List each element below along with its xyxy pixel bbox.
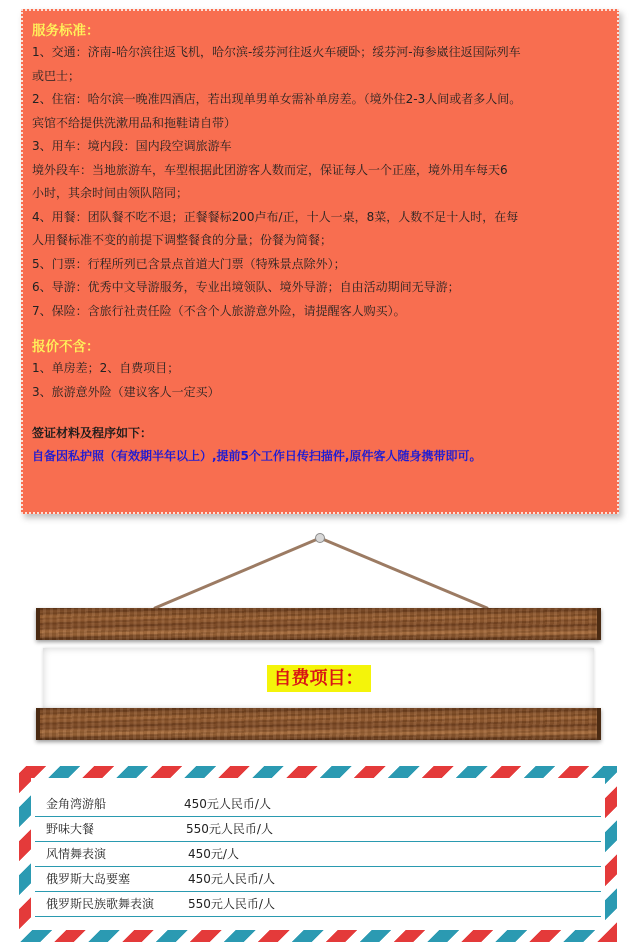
price-row [35,892,601,917]
spacer [32,323,608,337]
price-card [19,766,617,942]
service-line: 小时，其余时间由领队陪同； [32,186,189,200]
price-row [35,842,601,867]
item-name: 金角湾游船 [46,797,107,811]
service-line: 境外段车：当地旅游车，车型根据此团游客人数而定，保证每人一个正座，境外用车每天6 [32,162,508,177]
spacer [32,404,608,422]
exclusion-line: 1、单房差；2、自费项目； [32,361,180,375]
visa-body: 自备因私护照（有效期半年以上）,提前5个工作日传扫描件,原件客人随身携带即可。 [32,449,482,463]
service-panel [21,9,619,514]
service-line: 3、用车：境内段：国内段空调旅游车 [32,139,232,153]
item-price: 450元人民币/人 [188,872,275,886]
scroll-bottom-rod [36,708,601,740]
price-row [35,817,601,842]
item-price: 550元人民币/人 [188,897,275,911]
hanging-string [0,524,634,614]
service-line: 或巴士； [32,68,81,83]
price-row [35,867,601,892]
rod-end [36,708,40,740]
price-row [35,792,601,817]
service-line: 7、保险：含旅行社责任险（不含个人旅游意外险，请提醒客人购买）。 [32,303,406,318]
scroll-top-rod [36,608,601,640]
service-line: 1、交通：济南-哈尔滨往返飞机，哈尔滨-绥芬河往返火车硬卧；绥芬河-海参崴往返国际列车 [32,45,521,59]
service-line: 2、住宿：哈尔滨一晚准四酒店，若出现单男单女需补单房差。（境外住2-3人间或者多人间。 [32,92,522,106]
item-name: 俄罗斯民族歌舞表演 [46,897,155,911]
rod-end [36,608,40,640]
service-line: 4、用餐：团队餐不吃不退；正餐餐标200卢布/正，十人一桌，8菜，人数不足十人时，在每 [32,209,519,224]
service-line: 宾馆不给提供洗漱用品和拖鞋请自带） [32,115,237,130]
item-name: 风情舞表演 [46,847,107,861]
optional-items-banner: 自费项目： [267,665,371,692]
rod-end [597,608,601,640]
nail-icon [316,534,325,543]
service-standard-title: 服务标准： [32,23,100,39]
rod-end [597,708,601,740]
visa-title: 签证材料及程序如下： [32,426,153,440]
service-line: 人用餐标准不变的前提下调整餐食的分量；份餐为简餐； [32,233,333,247]
price-list [31,778,605,930]
service-line: 5、门票：行程所列已含景点首道大门票（特殊景点除外）； [32,256,346,271]
exclusions-title: 报价不含： [32,339,100,355]
service-line: 6、导游：优秀中文导游服务，专业出境领队、境外导游；自由活动期间无导游； [32,280,460,294]
exclusion-line: 3、旅游意外险（建议客人一定买） [32,384,220,399]
scroll-paper [43,648,594,710]
item-price: 550元人民币/人 [186,822,273,836]
optional-items-scroll [36,608,601,743]
item-name: 野味大餐 [46,822,95,836]
item-price: 450元人民币/人 [184,797,271,811]
item-name: 俄罗斯大岛要塞 [46,872,131,886]
item-price: 450元/人 [188,847,239,861]
